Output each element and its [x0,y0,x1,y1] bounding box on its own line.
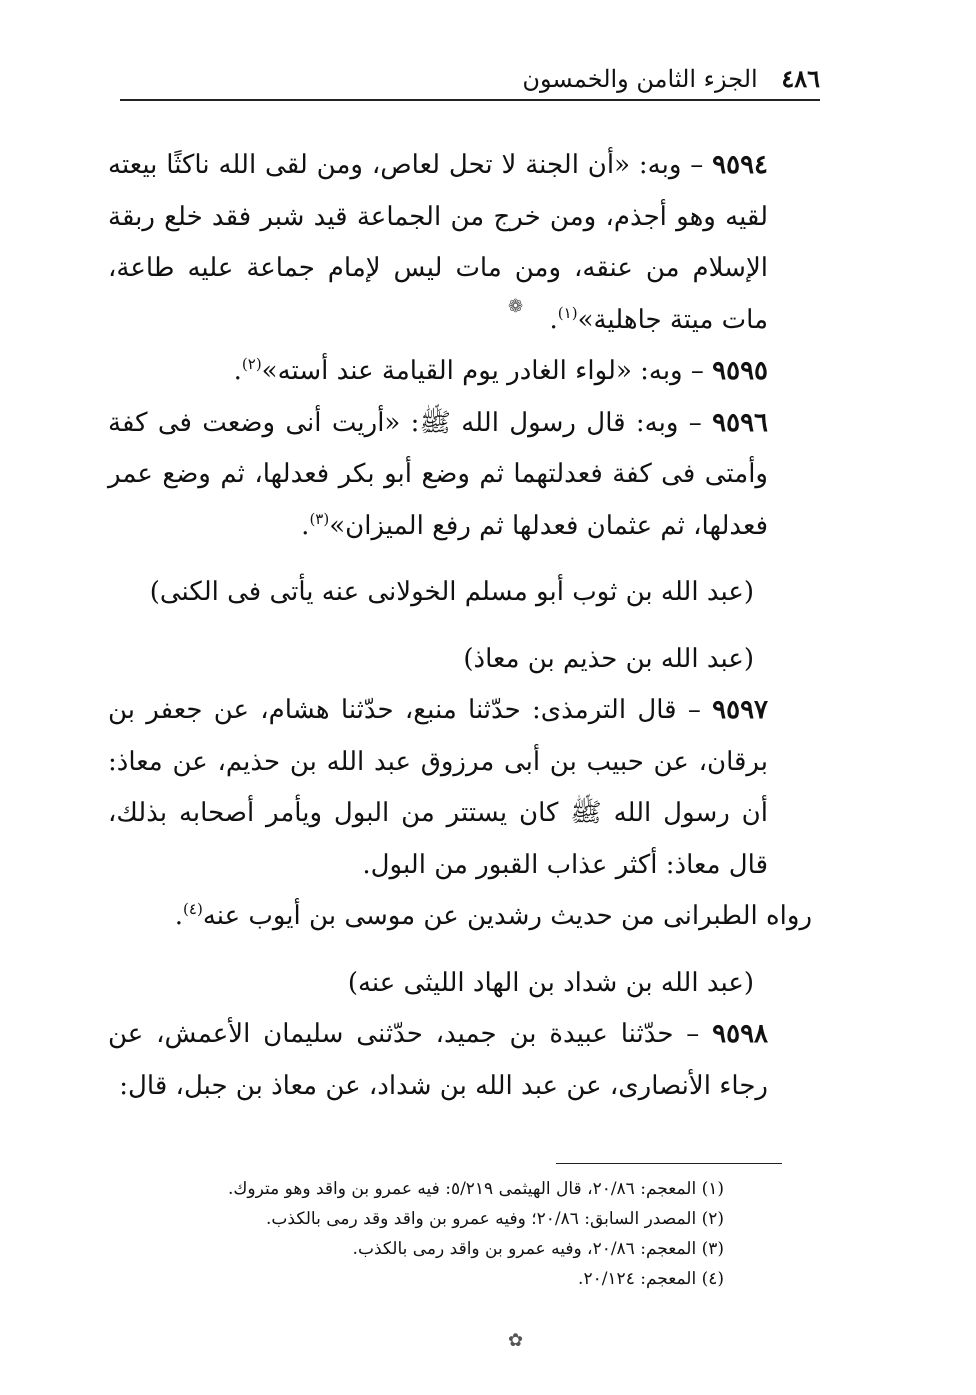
header-rule [120,99,820,101]
main-text [108,140,812,1112]
hadith-end: . [233,356,242,386]
hadith-number: ٩٥٩٤ [712,150,768,180]
hadith-number: ٩٥٩٥ [712,356,768,386]
riwaya-end: . [174,901,184,931]
riwaya-text: رواه الطبرانى من حديث رشدين عن موسى بن أيوب عنه [202,901,812,931]
footnote-rule [556,1163,782,1164]
ornament-icon: ✿ [508,1330,524,1351]
hadith-text: – وبه: «لواء الغادر يوم القيامة عند أسته» [261,356,713,386]
hadith-end: . [549,304,558,335]
hadith-text: – قال الترمذى: حدّثنا منبع، حدّثنا هشام، عن جعفر بن برقان، عن حبيب بن أبى مرزوق عبد الله بن حذيم، عن معاذ: أن رسول الله ﷺ كان يستتر من البول ويأمر أصحابه بذلك، قال معاذ: أكثر عذاب القبور من البول. [108,695,768,880]
page-number: ٤٨٦ [781,64,820,93]
hadith-number: ٩٥٩٧ [712,695,768,725]
hadith-end: . [301,510,310,541]
hadith-number: ٩٥٩٨ [712,1019,768,1049]
footnote-4: (٤) المعجم: ٢٠/١٢٤. [578,1269,724,1289]
hadith-text: – وبه: قال رسول الله ﷺ: «أريت أنى وضعت فى كفة وأمتى فى كفة فعدلتهما ثم وضع أبو بكر فعدلها، ثم وضع عمر فعدلها، ثم عثمان فعدلها ثم رفع الميزان» [108,407,768,541]
footnote-ref[interactable]: (١) [557,303,578,322]
hadith-9596 [108,398,812,553]
hadith-text: – حدّثنا عبيدة بن جميد، حدّثنى سليمان الأعمش، عن رجاء الأنصارى، عن عبد الله بن شداد، عن معاذ بن جبل، قال: [108,1019,768,1101]
section-heading: (عبد الله بن شداد بن الهاد الليثى عنه) [347,967,754,998]
footnote-ref[interactable]: (٣) [309,509,330,528]
hadith-9597 [108,685,812,891]
ink-mark: ❁ [508,296,524,317]
hadith-text: – وبه: «أن الجنة لا تحل لعاص، ومن لقى الله ناكثًا بيعته لقيه وهو أجذم، ومن خرج من الجماعة قيد شبر فقد خلع ربقة الإسلام من عنقه، ومن مات ليس لإمام جماعة عليه طاعة، مات ميتة جاهلية» [108,150,768,335]
footnote-ref[interactable]: (٢) [241,355,262,373]
footnote-3: (٣) المعجم: ٢٠/٨٦، وفيه عمرو بن واقد رمى بالكذب. [352,1239,724,1259]
running-title: الجزء الثامن والخمسون [522,65,758,93]
hadith-9594 [108,140,812,346]
section-heading: (عبد الله بن حذيم بن معاذ) [463,643,754,674]
section-heading: (عبد الله بن ثوب أبو مسلم الخولانى عنه يأتى فى الكنى) [149,577,754,607]
hadith-9598 [108,1009,812,1112]
footnote-ref[interactable]: (٤) [183,900,203,918]
hadith-9595 [108,346,812,398]
footnote-2: (٢) المصدر السابق: ٢٠/٨٦؛ وفيه عمرو بن واقد وقد رمى بالكذب. [266,1209,724,1229]
footnote-1: (١) المعجم: ٢٠/٨٦، قال الهيثمى ٥/٢١٩: فيه عمرو بن واقد وهو متروك. [228,1179,724,1199]
hadith-number: ٩٥٩٦ [712,407,768,438]
footnotes [108,1174,724,1294]
running-header [120,62,820,96]
riwaya-note [108,891,812,943]
